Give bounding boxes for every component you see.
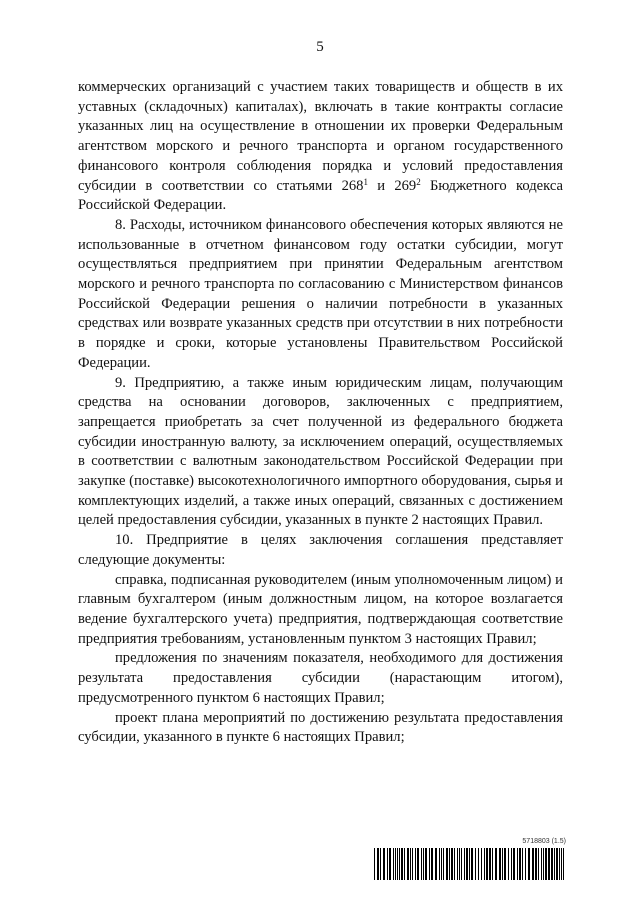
barcode-bar [457,848,458,880]
barcode-bar [415,848,416,880]
text-run: 8. Расходы, источником финансового обеспечения которых являются не использованные в отчетном финансовом году остатки субсидии, могут осуществляться предприятием при принятии Федеральным агентством морского и речного транспорта по согласованию с Министерством финансов Российской Федерации решения о наличии потребности в указанных средствах или возврате указанных средств при отсутствии в них потребности в порядке и сроки, которые установлены Правительством Российской Федерации. [78,216,563,371]
paragraph [78,216,563,374]
barcode-bar [449,848,450,880]
barcode-bar [461,848,462,880]
barcode-bar [502,848,503,880]
text-run: предложения по значениям показателя, необходимого для достижения результата предоставления субсидии (нарастающим итогом), предусмотренного пунктом 6 настоящих Правил; [78,650,563,706]
barcode-bar [481,848,482,880]
barcode-bar [466,848,468,880]
barcode-bar [395,848,396,880]
barcode-bar [387,848,388,880]
body-text [78,78,563,748]
barcode-bar [383,848,385,880]
barcode-bar [519,848,521,880]
text-run: 9. Предприятию, а также иным юридическим лицам, получающим средства на основании договоров, заключенных с предприятием, запрещается приобретать за счет полученной из федерального бюджета субсидии иностранную валюту, за исключением операций, осуществляемых в соответствии с валютным законодательством Российской Федерации при закупке (поставке) высокотехнологичного импортного оборудования, сырья и комплектующих изделий, а также иных операций, связанных с достижением целей предоставления субсидии, указанных в пункте 2 настоящих Правил. [78,374,563,529]
barcode-bar [559,848,560,880]
barcode-bar [464,848,465,880]
barcode-bar [425,848,427,880]
barcode-bar [471,848,473,880]
barcode-bar [561,848,562,880]
barcode-bar [451,848,453,880]
barcode-bar [431,848,433,880]
barcode-bar [517,848,518,880]
barcode-bar [377,848,379,880]
barcode-bar [441,848,442,880]
barcode-bar [478,848,479,880]
paragraph [78,531,563,570]
barcode-bar [541,848,542,880]
barcode-bar [489,848,491,880]
barcode-bar [538,848,539,880]
text-run: проект плана мероприятий по достижению результата предоставления субсидии, указанного в пункте 6 настоящих Правил; [78,709,563,746]
barcode-bar [513,848,515,880]
barcode-bar [508,848,509,880]
text-run: справка, подписанная руководителем (иным уполномоченным лицом) и главным бухгалтером (иным должностным лицом, на которое возлагается ведение бухгалтерского учета) предприятия, подтверждающая соответствие предприятия требованиям, установленным пунктом 3 настоящих Правил; [78,571,563,647]
barcode-bar [410,848,411,880]
barcode-bar [407,848,409,880]
barcode-bar [522,848,523,880]
barcode-bar [439,848,440,880]
barcode-bar [399,848,400,880]
barcode-bar [499,848,501,880]
barcode-bar [397,848,398,880]
barcode-bar [545,848,547,880]
barcode-bar [423,848,424,880]
barcode-bar [543,848,544,880]
barcode-bar [389,848,391,880]
barcode-bar [554,848,555,880]
text-run: 10. Предприятие в целях заключения соглашения представляет следующие документы: [78,532,563,568]
text-run: и 269 [367,177,417,194]
barcode-bar [454,848,455,880]
barcode-bar [551,848,553,880]
barcode-bar [525,848,526,880]
barcode-bar [443,848,444,880]
barcode-bar [504,848,506,880]
barcode-bar [459,848,460,880]
barcode-bar [511,848,512,880]
barcode-bar [404,848,405,880]
paragraph [78,78,563,216]
barcode-bar [401,848,403,880]
barcode-bar [556,848,558,880]
superscript: 2 [416,176,421,187]
barcode-bar [446,848,448,880]
barcode-bar [417,848,419,880]
paragraph [78,649,563,708]
superscript: 1 [363,176,368,187]
barcode-bar [495,848,497,880]
document-code: 5718803 (1.5) [522,838,566,845]
barcode-bar [486,848,488,880]
barcode-bar [528,848,530,880]
barcode-bar [393,848,394,880]
paragraph [78,374,563,532]
paragraph [78,709,563,748]
barcode-bar [435,848,437,880]
barcode-bar [374,848,375,880]
barcode-bar [532,848,534,880]
text-run: Бюджетного кодекса Российской Федерации. [78,177,563,214]
barcode-bar [469,848,470,880]
barcode-bar [412,848,413,880]
barcode [374,848,566,880]
barcode-bar [535,848,537,880]
barcode-bar [475,848,476,880]
paragraph [78,571,563,650]
barcode-bar [492,848,493,880]
barcode-bar [548,848,550,880]
barcode-bar [563,848,564,880]
text-run: коммерческих организаций с участием таких товариществ и обществ в их уставных (складочных) капиталах), включать в такие контракты согласие указанных лиц на осуществление в отношении их проверки Федеральным агентством морского и речного транспорта и органом государственного финансового контроля соблюдения порядка и условий предоставления субсидии в соответствии со статьями 268 [78,79,563,194]
barcode-bar [484,848,485,880]
barcode-bar [429,848,430,880]
barcode-bar [421,848,422,880]
page-number: 5 [316,39,324,55]
barcode-bar [380,848,381,880]
